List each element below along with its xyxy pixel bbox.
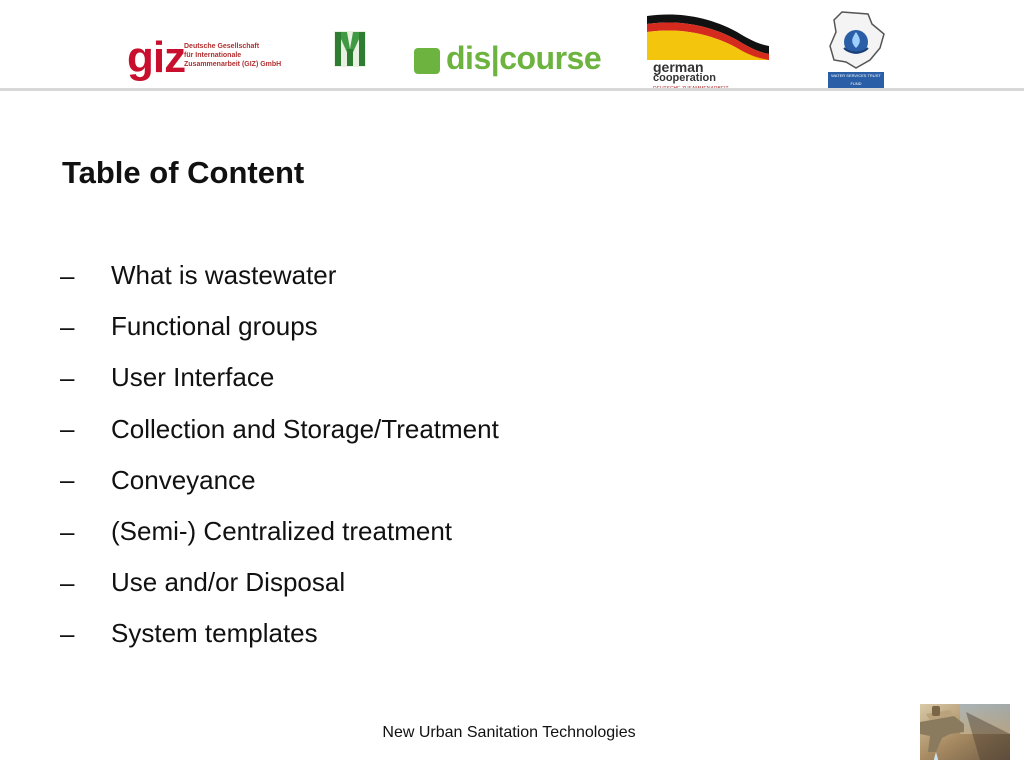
toc-label: Use and/or Disposal xyxy=(111,567,346,598)
german-flag-icon xyxy=(647,10,772,88)
toc-label: System templates xyxy=(111,618,318,649)
discourse-logo-icon xyxy=(414,40,604,76)
discourse-wordmark: dis|course xyxy=(446,40,602,76)
water-tap-photo-icon xyxy=(920,704,1010,760)
german-label: german xyxy=(653,59,704,75)
giz-line-1: Deutsche Gesellschaft xyxy=(184,43,260,50)
list-item xyxy=(60,301,760,352)
kenya-caption: WATER SERVICES TRUST FUND xyxy=(828,72,884,88)
list-item xyxy=(60,608,760,659)
list-item xyxy=(60,404,760,455)
toc-label: Functional groups xyxy=(111,311,318,342)
dash-bullet: – xyxy=(60,516,75,547)
kenya-emblem-icon xyxy=(824,10,888,88)
toc-label: User Interface xyxy=(111,362,275,393)
giz-line-3: Zusammenarbeit (GIZ) GmbH xyxy=(184,61,282,68)
list-item xyxy=(60,455,760,506)
giz-mark: giz xyxy=(127,33,186,82)
footer-title: New Urban Sanitation Technologies xyxy=(382,724,636,741)
giz-logo-icon xyxy=(127,33,287,82)
toc-label: What is wastewater xyxy=(111,260,337,291)
m-logo-icon xyxy=(333,29,367,69)
header-divider xyxy=(0,88,1024,91)
list-item xyxy=(60,352,760,403)
dash-bullet: – xyxy=(60,362,75,393)
giz-line-2: für Internationale xyxy=(184,52,242,59)
dash-bullet: – xyxy=(60,413,75,444)
page-title: Table of Content xyxy=(62,155,305,190)
dash-bullet: – xyxy=(60,464,75,495)
table-of-contents-list xyxy=(60,250,760,660)
list-item xyxy=(60,557,760,608)
discourse-square xyxy=(414,48,440,74)
dash-bullet: – xyxy=(60,567,75,598)
list-item xyxy=(60,250,760,301)
toc-label: Conveyance xyxy=(111,464,256,495)
dash-bullet: – xyxy=(60,618,75,649)
toc-label: Collection and Storage/Treatment xyxy=(111,413,499,444)
toc-label: (Semi-) Centralized treatment xyxy=(111,516,452,547)
list-item xyxy=(60,506,760,557)
dash-bullet: – xyxy=(60,311,75,342)
dash-bullet: – xyxy=(60,260,75,291)
giz-org-name xyxy=(184,42,294,69)
logo-bar xyxy=(0,0,1024,90)
cooperation-label: cooperation xyxy=(653,72,716,84)
